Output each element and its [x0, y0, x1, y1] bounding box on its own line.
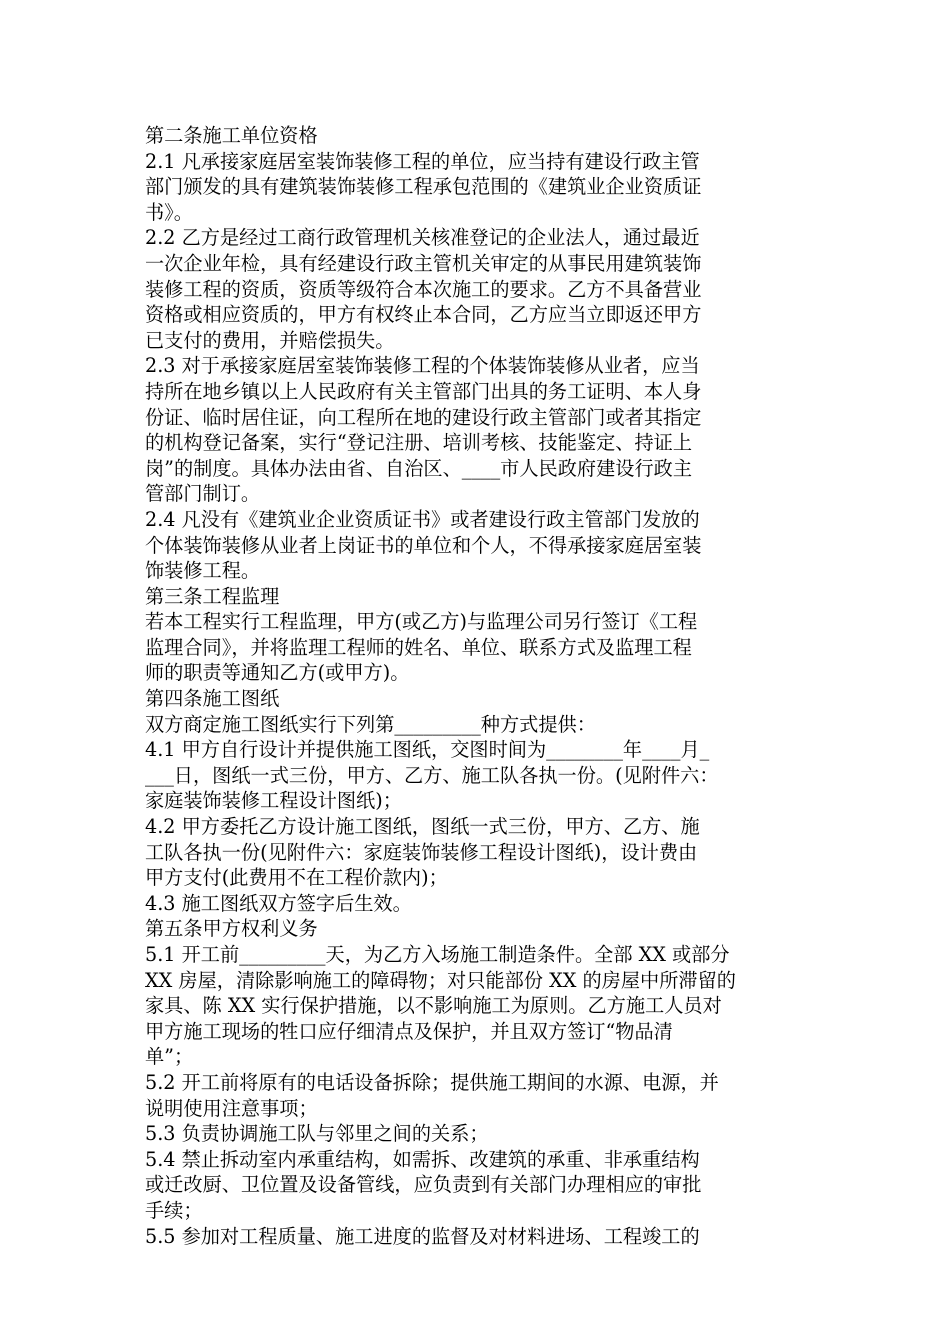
text-line: 监理合同》，并将监理工程师的姓名、单位、联系方式及监理工程 [145, 635, 692, 659]
text-line: 持所在地乡镇以上人民政府有关主管部门出具的务工证明、本人身 [145, 379, 702, 403]
text-line: 5.1 开工前_________天，为乙方入场施工制造条件。全部 XX 或部分 [145, 943, 730, 966]
text-line: 4.2 甲方委托乙方设计施工图纸，图纸一式三份，甲方、乙方、施 [145, 815, 700, 839]
text-line: 2.1 凡承接家庭居室装饰装修工程的单位，应当持有建设行政主管 [145, 149, 700, 173]
text-line: 2.2 乙方是经过工商行政管理机关核准登记的企业法人，通过最近 [145, 226, 700, 250]
text-line: 单”； [145, 1045, 194, 1069]
text-line: XX 房屋，清除影响施工的障碍物；对只能部份 XX 的房屋中所滞留的 [145, 968, 736, 992]
text-line: 装修工程的资质，资质等级符合本次施工的要求。乙方不具备营业 [145, 277, 702, 301]
text-line: 5.3 负责协调施工队与邻里之间的关系； [145, 1122, 489, 1146]
text-line: 个体装饰装修从业者上岗证书的单位和个人，不得承接家庭居室装 [145, 533, 702, 557]
text-line: 书》。 [145, 200, 193, 224]
text-line: 的机构登记备案，实行“登记注册、培训考核、技能鉴定、持证上 [145, 431, 693, 455]
text-line: 师的职责等通知乙方(或甲方)。 [145, 661, 410, 685]
text-line: 已支付的费用，并赔偿损失。 [145, 328, 395, 352]
text-line: 5.2 开工前将原有的电话设备拆除；提供施工期间的水源、电源，并 [145, 1070, 719, 1094]
text-line: 双方商定施工图纸实行下列第_________种方式提供： [145, 712, 596, 736]
text-line: 甲方支付(此费用不在工程价款内)； [145, 866, 448, 890]
text-line: 第五条甲方权利义务 [145, 917, 318, 941]
text-line: 资格或相应资质的，甲方有权终止本合同，乙方应当立即返还甲方 [145, 303, 702, 327]
text-line: 份证、临时居住证，向工程所在地的建设行政主管部门或者其指定 [145, 405, 702, 429]
text-line: 若本工程实行工程监理，甲方(或乙方)与监理公司另行签订《工程 [145, 610, 698, 634]
document-body [145, 123, 810, 1249]
text-line: 部门颁发的具有建筑装饰装修工程承包范围的《建筑业企业资质证 [145, 175, 702, 199]
text-line: 说明使用注意事项； [145, 1096, 318, 1120]
text-line: 一次企业年检，具有经建设行政主管机关审定的从事民用建筑装饰 [145, 251, 702, 275]
text-line: 家具、陈 XX 实行保护措施，以不影响施工为原则。乙方施工人员对 [145, 994, 722, 1018]
text-line: 管部门制订。 [145, 482, 261, 506]
text-line: 家庭装饰装修工程设计图纸)； [145, 789, 402, 813]
text-line: 2.4 凡没有《建筑业企业资质证书》或者建设行政主管部门发放的 [145, 507, 700, 531]
text-line: 第三条工程监理 [145, 584, 280, 608]
text-line: 第二条施工单位资格 [145, 124, 318, 147]
text-line: 4.1 甲方自行设计并提供施工图纸，交图时间为________年____月_ [145, 738, 710, 762]
text-line: 5.5 参加对工程质量、施工进度的监督及对材料进场、工程竣工的 [145, 1224, 700, 1248]
text-line: 第四条施工图纸 [145, 687, 280, 711]
text-line: 手续； [145, 1198, 203, 1222]
text-line: ___日，图纸一式三份，甲方、乙方、施工队各执一份。(见附件六： [145, 763, 719, 787]
text-line: 5.4 禁止拆动室内承重结构，如需拆、改建筑的承重、非承重结构 [145, 1147, 700, 1171]
text-line: 2.3 对于承接家庭居室装饰装修工程的个体装饰装修从业者，应当 [145, 354, 700, 378]
text-line: 工队各执一份(见附件六：家庭装饰装修工程设计图纸)，设计费由 [145, 840, 698, 864]
text-line: 岗”的制度。具体办法由省、自治区、____市人民政府建设行政主 [145, 456, 693, 480]
text-line: 甲方施工现场的牲口应仔细清点及保护，并且双方签订“物品清 [145, 1019, 673, 1043]
text-line: 或迁改厨、卫位置及设备管线，应负责到有关部门办理相应的审批 [145, 1173, 702, 1197]
text-line: 4.3 施工图纸双方签字后生效。 [145, 891, 412, 915]
text-line: 饰装修工程。 [145, 559, 261, 583]
